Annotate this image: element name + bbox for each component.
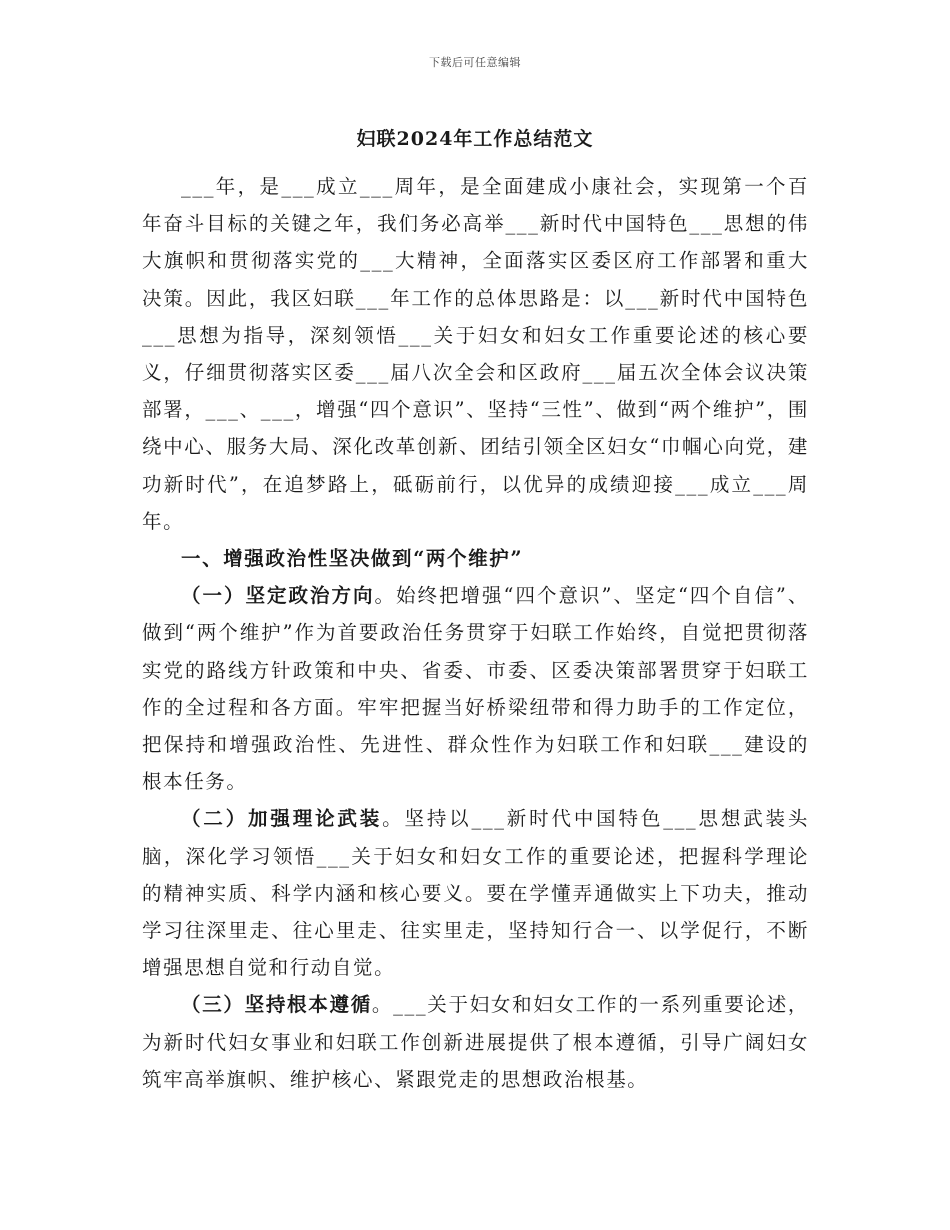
item-text: 。___关于妇女和妇女工作的一系列重要论述，为新时代妇女事业和妇联工作创新进展提供了根本遵循，引导广阔妇女筑牢高举旗帜、维护核心、紧跟党走的思想政治根基。 [142, 993, 810, 1091]
item-lead: （二）加强理论武装 [181, 807, 383, 831]
item-text: 。坚持以___新时代中国特色___思想武装头脑，深化学习领悟___关于妇女和妇女工作的重要论述，把握科学理论的精神实质、科学内涵和核心要义。要在学懂弄通做实上下功夫，推动学习往深里走、往心里走、往实里走，坚持知行合一、以学促行，不断增强思想自觉和行动自觉。 [142, 807, 810, 980]
item-text: 。始终把增强“四个意识”、坚定“四个自信”、做到“两个维护”作为首要政治任务贯穿于妇联工作始终，自觉把贯彻落实党的路线方针政策和中央、省委、市委、区委决策部署贯穿于妇联工作的全过程和各方面。牢牢把握当好桥梁纽带和得力助手的工作定位，把保持和增强政治性、先进性、群众性作为妇联工作和妇联___建设的根本任务。 [142, 584, 810, 794]
header-note: 下载后可任意编辑 [429, 56, 521, 69]
item-paragraph [142, 577, 809, 800]
item-paragraph [142, 986, 809, 1098]
document-body [142, 168, 809, 1098]
section-heading: 一、增强政治性坚决做到“两个维护” [181, 547, 524, 571]
item-lead: （三）坚持根本遵循 [181, 993, 372, 1017]
item-lead: （一）坚定政治方向 [181, 584, 375, 608]
document-title: 妇联2024年工作总结范文 [356, 128, 594, 150]
intro-paragraph: ___年，是___成立___周年，是全面建成小康社会，实现第一个百年奋斗目标的关键之年，我们务必高举___新时代中国特色___思想的伟大旗帜和贯彻落实党的___大精神，全面落实区委区府工作部署和重大决策。因此，我区妇联___年工作的总体思路是：以___新时代中国特色___思想为指导，深刻领悟___关于妇女和妇女工作重要论述的核心要义，仔细贯彻落实区委___届八次全会和区政府___届五次全体会议决策部署，___、___，增强“四个意识”、坚持“三性”、做到“两个维护”，围绕中心、服务大局、深化改革创新、团结引领全区妇女“巾帼心向党，建功新时代”，在追梦路上，砥砺前行，以优异的成绩迎接___成立___周年。 [142, 175, 809, 533]
item-paragraph [142, 800, 809, 986]
